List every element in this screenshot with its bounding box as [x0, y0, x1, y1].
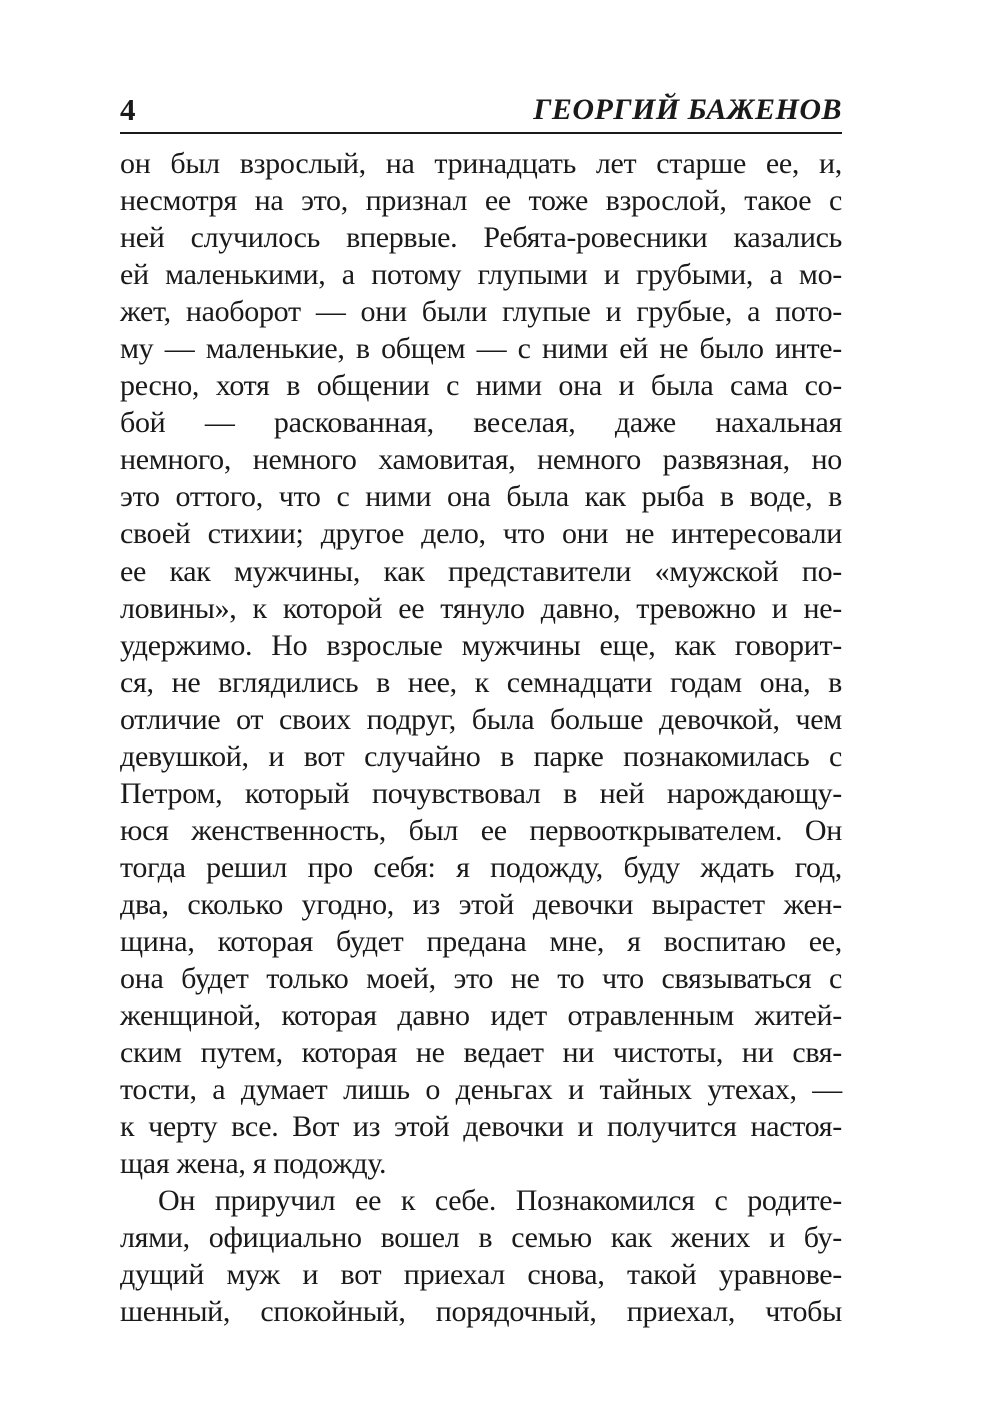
page-header: [120, 92, 842, 134]
text-line: Петром, который почувствовал в ней нарождающу-: [120, 776, 842, 810]
paragraph-2: [120, 1182, 842, 1330]
running-head-author: ГЕОРГИЙ БАЖЕНОВ: [533, 93, 842, 126]
text-line: тости, а думает лишь о деньгах и тайных утехах, —: [120, 1073, 842, 1107]
text-line: шенный, спокойный, порядочный, приехал, чтобы: [120, 1295, 842, 1329]
text-line: к черту все. Вот из этой девочки и получится настоя-: [120, 1110, 842, 1144]
text-line: несмотря на это, признал ее тоже взрослой, такое с: [120, 184, 842, 218]
text-line: юся женственность, был ее первооткрывателем. Он: [120, 813, 842, 847]
text-line: отличие от своих подруг, была больше девочкой, чем: [120, 702, 842, 736]
text-line: немного, немного хамовитая, немного развязная, но: [120, 443, 842, 477]
text-line: она будет только моей, это не то что связываться с: [120, 962, 842, 996]
text-line: щая жена, я подожду.: [120, 1147, 387, 1181]
text-line: женщиной, которая давно идет отравленным житей-: [120, 999, 842, 1033]
text-line: ее как мужчины, как представители «мужской по-: [120, 554, 842, 588]
text-line: удержимо. Но взрослые мужчины еще, как говорит-: [120, 628, 842, 662]
page-number: 4: [120, 92, 136, 127]
text-line: бой — раскованная, веселая, даже нахальная: [120, 406, 842, 440]
text-line: ей маленькими, а потому глупыми и грубыми, а мо-: [120, 258, 842, 292]
text-line: ресно, хотя в общении с ними она и была сама со-: [120, 369, 842, 403]
text-line: это оттого, что с ними она была как рыба в воде, в: [120, 480, 842, 514]
text-line: ней случилось впервые. Ребята-ровесники казались: [120, 221, 842, 255]
text-line: он был взрослый, на тринадцать лет старше ее, и,: [120, 147, 842, 180]
text-line: своей стихии; другое дело, что они не интересовали: [120, 517, 842, 551]
paragraph-1: [120, 145, 842, 1182]
text-line: ским путем, которая не ведает ни чистоты, ни свя-: [120, 1036, 842, 1070]
text-line: му — маленькие, в общем — с ними ей не было инте-: [120, 332, 842, 366]
text-line: дущий муж и вот приехал снова, такой уравнове-: [120, 1258, 842, 1292]
text-line: Он приручил ее к себе. Познакомился с родите-: [158, 1184, 842, 1218]
text-line: лями, официально вошел в семью как жених и бу-: [120, 1221, 842, 1255]
text-line: тогда решил про себя: я подожду, буду ждать год,: [120, 850, 842, 884]
text-line: щина, которая будет предана мне, я воспитаю ее,: [120, 924, 842, 958]
text-line: два, сколько угодно, из этой девочки вырастет жен-: [120, 887, 842, 921]
text-line: жет, наоборот — они были глупые и грубые, а пото-: [120, 295, 842, 329]
text-line: ся, не вглядились в нее, к семнадцати годам она, в: [120, 665, 842, 699]
text-line: девушкой, и вот случайно в парке познакомилась с: [120, 739, 842, 773]
body-text: [120, 145, 842, 1331]
text-line: ловины», к которой ее тянуло давно, тревожно и не-: [120, 591, 842, 625]
